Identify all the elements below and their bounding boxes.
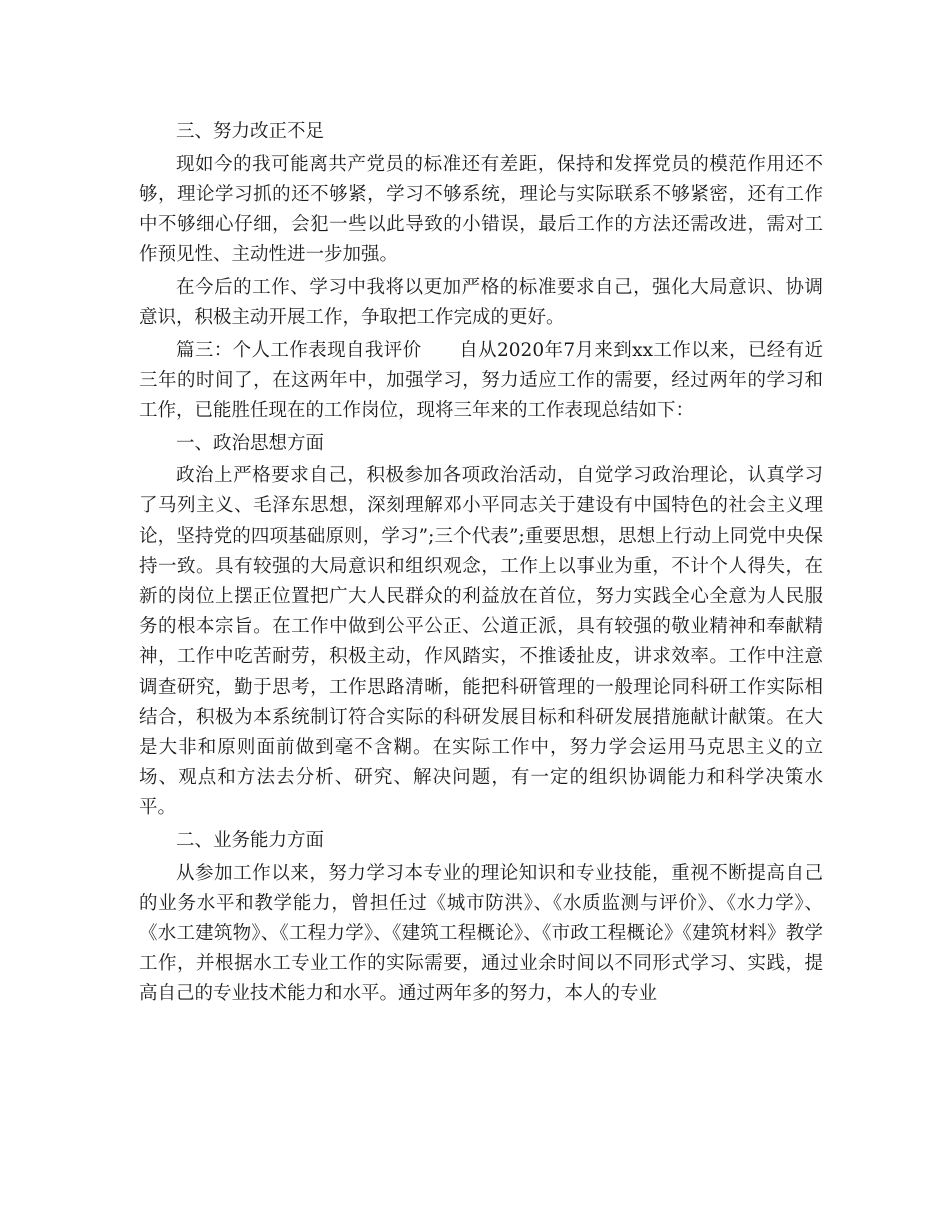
paragraph-professional-ability: 从参加工作以来，努力学习本专业的理论知识和专业技能，重视不断提高自己的业务水平和教学能力，曾担任过《城市防洪》、《水质监测与评价》、《水力学》、《水工建筑物》、《工程力学》、《建筑工程概论》、《市政工程概论》《建筑材料》教学工作，并根据水工专业工作的实际需要，通过业余时间以不同形式学习、实践，提高自己的专业技术能力和水平。通过两年多的努力，本人的专业 <box>139 862 823 1005</box>
paragraph-future-work: 在今后的工作、学习中我将以更加严格的标准要求自己，强化大局意识、协调意识，积极主动开展工作，争取把工作完成的更好。 <box>139 276 823 328</box>
document-page <box>139 117 823 1012</box>
paragraph-political-thought: 政治上严格要求自己，积极参加各项政治活动，自觉学习政治理论，认真学习了马列主义、毛泽东思想，深刻理解邓小平同志关于建设有中国特色的社会主义理论，坚持党的四项基础原则，学习”;三个代表”;重要思想，思想上行动上同党中央保持一致。具有较强的大局意识和组织观念，工作上以事业为重，不计个人得失，在新的岗位上摆正位置把广大人民群众的利益放在首位，努力实践全心全意为人民服务的根本宗旨。在工作中做到公平公正、公道正派，具有较强的敬业精神和奉献精神，工作中吃苦耐劳，积极主动，作风踏实，不推诿扯皮，讲求效率。工作中注意调查研究，勤于思考，工作思路清晰，能把科研管理的一般理论同科研工作实际相结合，积极为本系统制订符合实际的科研发展目标和科研发展措施献计献策。在大是大非和原则面前做到毫不含糊。在实际工作中，努力学会运用马克思主义的立场、观点和方法去分析、研究、解决问题，有一定的组织协调能力和科学决策水平。 <box>139 465 823 819</box>
section-heading-improve-shortcomings: 三、努力改正不足 <box>176 121 325 142</box>
paragraph-shortcomings: 现如今的我可能离共产党员的标准还有差距，保持和发挥党员的模范作用还不够，理论学习抓的还不够紧，学习不够系统，理论与实际联系不够紧密，还有工作中不够细心仔细，会犯一些以此导致的小错误，最后工作的方法还需改进，需对工作预见性、主动性进一步加强。 <box>139 153 823 266</box>
section-heading-professional-ability: 二、业务能力方面 <box>176 830 325 852</box>
paragraph-part-three-intro: 篇三：个人工作表现自我评价 自从2020年7月来到xx工作以来，已经有近三年的时间了，在这两年中，加强学习，努力适应工作的需要，经过两年的学习和工作，已能胜任现在的工作岗位，现将三年来的工作表现总结如下： <box>139 339 823 421</box>
section-heading-political-thought: 一、政治思想方面 <box>176 432 325 454</box>
